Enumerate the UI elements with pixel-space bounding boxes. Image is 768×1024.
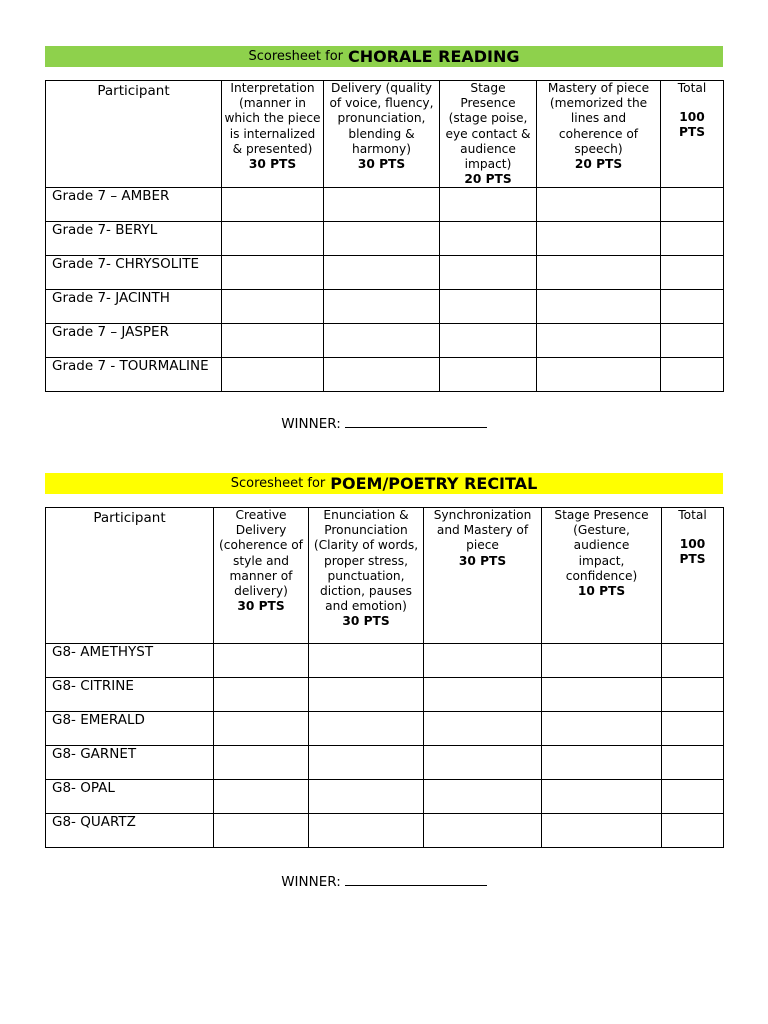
score-cell[interactable]	[440, 222, 537, 256]
participant-name: G8- EMERALD	[46, 712, 214, 746]
banner-prefix: Scoresheet for	[230, 476, 326, 491]
total-cell[interactable]	[661, 324, 724, 358]
total-cell[interactable]	[662, 814, 724, 848]
total-cell[interactable]	[662, 644, 724, 678]
participant-header: Participant	[46, 81, 222, 188]
table-row	[46, 814, 724, 848]
winner-label: WINNER:	[281, 416, 341, 432]
total-cell[interactable]	[661, 256, 724, 290]
total-header: Total 100 PTS	[661, 81, 724, 188]
score-cell[interactable]	[537, 222, 661, 256]
score-cell[interactable]	[542, 644, 662, 678]
table-row	[46, 290, 724, 324]
score-cell[interactable]	[440, 188, 537, 222]
score-cell[interactable]	[214, 780, 309, 814]
score-cell[interactable]	[424, 644, 542, 678]
total-cell[interactable]	[662, 746, 724, 780]
header-row	[46, 508, 724, 644]
score-cell[interactable]	[222, 358, 324, 392]
delivery-header: Delivery (quality of voice, fluency, pronunciation, blending & harmony) 30 PTS	[324, 81, 440, 188]
score-cell[interactable]	[440, 324, 537, 358]
score-cell[interactable]	[542, 678, 662, 712]
score-cell[interactable]	[309, 712, 424, 746]
score-cell[interactable]	[222, 188, 324, 222]
participant-name: Grade 7- BERYL	[46, 222, 222, 256]
score-cell[interactable]	[214, 712, 309, 746]
score-cell[interactable]	[424, 814, 542, 848]
score-cell[interactable]	[537, 256, 661, 290]
mastery-header: Mastery of piece (memorized the lines and coherence of speech) 20 PTS	[537, 81, 661, 188]
score-cell[interactable]	[324, 358, 440, 392]
score-cell[interactable]	[222, 324, 324, 358]
banner-prefix: Scoresheet for	[248, 49, 343, 64]
score-cell[interactable]	[440, 256, 537, 290]
total-header: Total 100 PTS	[662, 508, 724, 644]
participant-name: Grade 7 – JASPER	[46, 324, 222, 358]
score-cell[interactable]	[214, 814, 309, 848]
total-cell[interactable]	[661, 290, 724, 324]
score-cell[interactable]	[424, 746, 542, 780]
score-cell[interactable]	[542, 746, 662, 780]
stage-presence-header: Stage Presence (stage poise, eye contact & audience impact) 20 PTS	[440, 81, 537, 188]
score-cell[interactable]	[309, 780, 424, 814]
poetry-recital-banner	[45, 473, 723, 494]
participant-name: Grade 7 - TOURMALINE	[46, 358, 222, 392]
score-cell[interactable]	[440, 358, 537, 392]
score-cell[interactable]	[424, 780, 542, 814]
table-row	[46, 678, 724, 712]
score-cell[interactable]	[537, 358, 661, 392]
chorale-reading-banner	[45, 46, 723, 67]
score-cell[interactable]	[440, 290, 537, 324]
winner-line	[0, 874, 768, 890]
table-row	[46, 188, 724, 222]
score-cell[interactable]	[537, 188, 661, 222]
score-cell[interactable]	[324, 324, 440, 358]
participant-header: Participant	[46, 508, 214, 644]
score-cell[interactable]	[214, 644, 309, 678]
score-cell[interactable]	[324, 290, 440, 324]
winner-label: WINNER:	[281, 874, 341, 890]
score-cell[interactable]	[424, 712, 542, 746]
table-row	[46, 746, 724, 780]
participant-name: G8- AMETHYST	[46, 644, 214, 678]
enunciation-header: Enunciation & Pronunciation (Clarity of words, proper stress, punctuation, diction, pauses and emotion) 30 PTS	[309, 508, 424, 644]
participant-name: Grade 7 – AMBER	[46, 188, 222, 222]
table-row	[46, 324, 724, 358]
score-cell[interactable]	[222, 290, 324, 324]
score-cell[interactable]	[309, 814, 424, 848]
score-cell[interactable]	[537, 324, 661, 358]
synchronization-header: Synchronization and Mastery of piece 30 PTS	[424, 508, 542, 644]
total-cell[interactable]	[662, 780, 724, 814]
score-cell[interactable]	[214, 678, 309, 712]
score-cell[interactable]	[222, 222, 324, 256]
score-cell[interactable]	[424, 678, 542, 712]
chorale-reading-scoresheet	[45, 80, 724, 392]
score-cell[interactable]	[324, 188, 440, 222]
participant-name: G8- CITRINE	[46, 678, 214, 712]
table-row	[46, 358, 724, 392]
score-cell[interactable]	[309, 644, 424, 678]
table-row	[46, 222, 724, 256]
poetry-recital-scoresheet	[45, 507, 724, 848]
table-row	[46, 712, 724, 746]
winner-line	[0, 416, 768, 432]
participant-name: Grade 7- JACINTH	[46, 290, 222, 324]
score-cell[interactable]	[542, 712, 662, 746]
total-cell[interactable]	[661, 222, 724, 256]
creative-delivery-header: Creative Delivery (coherence of style and manner of delivery) 30 PTS	[214, 508, 309, 644]
stage-presence-header: Stage Presence (Gesture, audience impact, confidence) 10 PTS	[542, 508, 662, 644]
table-row	[46, 780, 724, 814]
score-cell[interactable]	[324, 256, 440, 290]
total-cell[interactable]	[662, 712, 724, 746]
score-cell[interactable]	[309, 746, 424, 780]
participant-name: Grade 7- CHRYSOLITE	[46, 256, 222, 290]
participant-name: G8- GARNET	[46, 746, 214, 780]
header-row	[46, 81, 724, 188]
score-cell[interactable]	[214, 746, 309, 780]
total-cell[interactable]	[661, 358, 724, 392]
participant-name: G8- QUARTZ	[46, 814, 214, 848]
interpretation-header: Interpretation (manner in which the piece is internalized & presented) 30 PTS	[222, 81, 324, 188]
banner-title: POEM/POETRY RECITAL	[330, 474, 538, 493]
score-cell[interactable]	[537, 290, 661, 324]
total-cell[interactable]	[661, 188, 724, 222]
total-cell[interactable]	[662, 678, 724, 712]
table-row	[46, 256, 724, 290]
banner-title: CHORALE READING	[348, 47, 520, 66]
winner-blank[interactable]	[345, 416, 487, 428]
score-cell[interactable]	[324, 222, 440, 256]
score-cell[interactable]	[222, 256, 324, 290]
table-row	[46, 644, 724, 678]
score-cell[interactable]	[309, 678, 424, 712]
participant-name: G8- OPAL	[46, 780, 214, 814]
score-cell[interactable]	[542, 814, 662, 848]
winner-blank[interactable]	[345, 874, 487, 886]
score-cell[interactable]	[542, 780, 662, 814]
